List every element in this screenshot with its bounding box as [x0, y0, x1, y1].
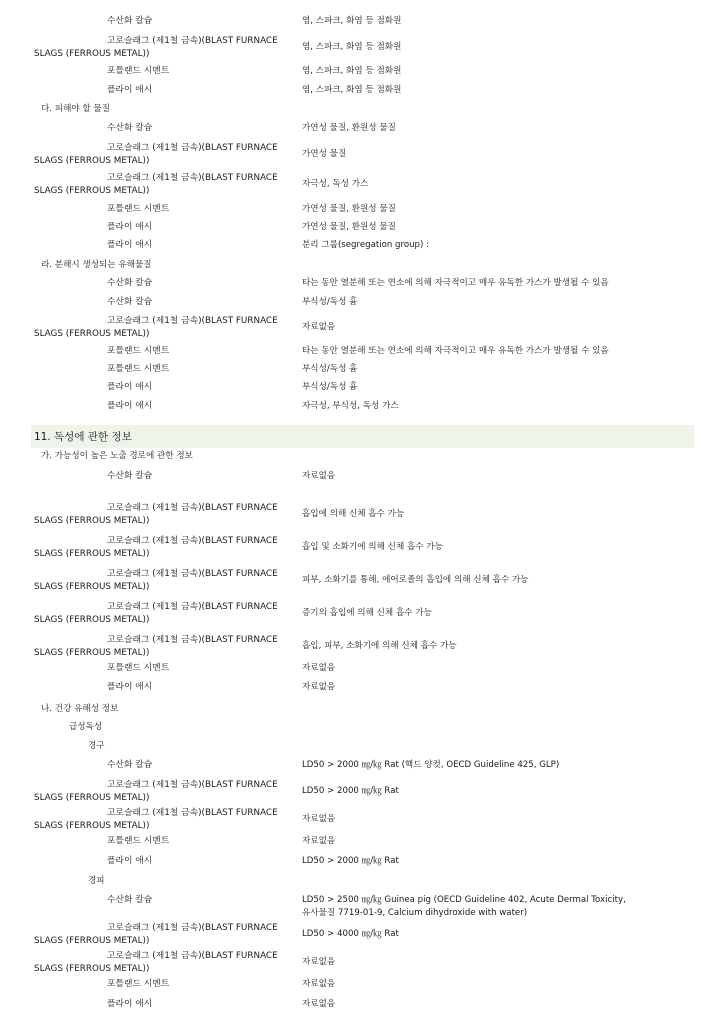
row-oral-2-substance-cont: SLAGS (FERROUS METAL)): [34, 821, 150, 831]
row-ra-0-value: 타는 동안 열분해 또는 연소에 의해 자극적이고 매우 유독한 가스가 발생될 수 있음: [302, 278, 609, 288]
row-da-1-substance: 고로슬래그 (제1철 금속)(BLAST FURNACE: [107, 143, 278, 153]
row-ga-6-value: 자료없음: [302, 663, 336, 673]
row-ra-5-value: 부식성/독성 흄: [302, 382, 358, 392]
row-ra-3-value: 타는 동안 열분해 또는 연소에 의해 자극적이고 매우 유독한 가스가 발생될 수 있음: [302, 346, 609, 356]
row-top-1-substance: 고로슬래그 (제1철 금속)(BLAST FURNACE: [107, 36, 278, 46]
row-oral-3-substance: 포틀랜드 시멘트: [107, 836, 170, 846]
row-dermal-0-substance: 수산화 칼슘: [107, 895, 153, 905]
row-dermal-3-value: 자료없음: [302, 979, 336, 989]
row-ra-2-substance-cont: SLAGS (FERROUS METAL)): [34, 329, 150, 339]
row-ra-4-substance: 포틀랜드 시멘트: [107, 364, 170, 374]
row-ga-6-substance: 포틀랜드 시멘트: [107, 663, 170, 673]
row-ga-3-value: 피부, 소화기를 통해, 에어로졸의 흡입에 의해 신체 흡수 가능: [302, 575, 529, 585]
row-oral-1-substance: 고로슬래그 (제1철 금속)(BLAST FURNACE: [107, 780, 278, 790]
row-oral-2-value: 자료없음: [302, 814, 336, 824]
row-ga-0-substance: 수산화 칼슘: [107, 471, 153, 481]
section-ra-label: 라. 분해시 생성되는 유해물질: [41, 260, 152, 270]
section-11-title: 11. 독성에 관한 정보: [34, 431, 132, 443]
row-ra-1-substance: 수산화 칼슘: [107, 297, 153, 307]
row-ga-4-substance-cont: SLAGS (FERROUS METAL)): [34, 615, 150, 625]
row-top-2-substance: 포틀랜드 시멘트: [107, 66, 170, 76]
row-ga-5-substance-cont: SLAGS (FERROUS METAL)): [34, 648, 150, 658]
row-da-4-substance: 플라이 애시: [107, 222, 153, 232]
row-ga-3-substance: 고로슬래그 (제1철 금속)(BLAST FURNACE: [107, 569, 278, 579]
row-oral-0-value: LD50 > 2000 ㎎/㎏ Rat (핵드 양컷, OECD Guideline 425, GLP): [302, 760, 560, 770]
row-da-0-value: 가연성 물질, 환원성 물질: [302, 123, 396, 133]
row-dermal-2-value: 자료없음: [302, 957, 336, 967]
row-oral-2-substance: 고로슬래그 (제1철 금속)(BLAST FURNACE: [107, 808, 278, 818]
section-na-label: 나. 건강 유해성 정보: [41, 704, 119, 714]
row-da-4-value: 가연성 물질, 환원성 물질: [302, 222, 396, 232]
row-ga-2-value: 흡입 및 소화기에 의해 신체 흡수 가능: [302, 542, 443, 552]
row-dermal-4-substance: 플라이 애시: [107, 999, 153, 1009]
row-top-0-value: 염, 스파크, 화염 등 점화원: [302, 16, 402, 26]
section-ga-label: 가. 가능성이 높은 노출 경로에 관한 정보: [41, 451, 193, 461]
row-dermal-1-value: LD50 > 4000 ㎎/㎏ Rat: [302, 929, 399, 939]
row-ga-7-value: 자료없음: [302, 682, 336, 692]
row-oral-4-value: LD50 > 2000 ㎎/㎏ Rat: [302, 856, 399, 866]
row-oral-3-value: 자료없음: [302, 836, 336, 846]
row-dermal-1-substance-cont: SLAGS (FERROUS METAL)): [34, 936, 150, 946]
dermal-label: 경피: [88, 876, 105, 886]
row-ra-6-value: 자극성, 부식성, 독성 가스: [302, 401, 399, 411]
row-da-3-value: 가연성 물질, 환원성 물질: [302, 204, 396, 214]
row-ra-0-substance: 수산화 칼슘: [107, 278, 153, 288]
row-top-3-substance: 플라이 애시: [107, 85, 153, 95]
oral-label: 경구: [88, 741, 105, 751]
row-top-1-value: 염, 스파크, 화염 등 점화원: [302, 42, 402, 52]
row-ra-6-substance: 플라이 애시: [107, 401, 153, 411]
row-ga-3-substance-cont: SLAGS (FERROUS METAL)): [34, 582, 150, 592]
row-da-2-value: 자극성, 독성 가스: [302, 179, 369, 189]
row-da-2-substance-cont: SLAGS (FERROUS METAL)): [34, 186, 150, 196]
row-ga-5-value: 흡입, 피부, 소화기에 의해 신체 흡수 가능: [302, 641, 457, 651]
row-top-3-value: 염, 스파크, 화염 등 점화원: [302, 85, 402, 95]
row-top-1-substance-cont: SLAGS (FERROUS METAL)): [34, 49, 150, 59]
row-dermal-1-substance: 고로슬래그 (제1철 금속)(BLAST FURNACE: [107, 923, 278, 933]
row-dermal-3-substance: 포틀랜드 시멘트: [107, 979, 170, 989]
row-da-5-substance: 플라이 애시: [107, 240, 153, 250]
row-ga-2-substance-cont: SLAGS (FERROUS METAL)): [34, 549, 150, 559]
row-dermal-0-value-cont: 유사물질 7719-01-9, Calcium dihydroxide with water): [302, 908, 528, 918]
row-da-3-substance: 포틀랜드 시멘트: [107, 204, 170, 214]
row-da-2-substance: 고로슬래그 (제1철 금속)(BLAST FURNACE: [107, 173, 278, 183]
row-ga-5-substance: 고로슬래그 (제1철 금속)(BLAST FURNACE: [107, 635, 278, 645]
section-da-label: 다. 피해야 할 물질: [41, 104, 111, 114]
row-ga-4-value: 증기의 흡입에 의해 신체 흡수 가능: [302, 608, 432, 618]
row-ga-1-substance: 고로슬래그 (제1철 금속)(BLAST FURNACE: [107, 503, 278, 513]
row-ga-4-substance: 고로슬래그 (제1철 금속)(BLAST FURNACE: [107, 602, 278, 612]
row-ra-5-substance: 플라이 애시: [107, 382, 153, 392]
row-top-0-substance: 수산화 칼슘: [107, 16, 153, 26]
row-top-2-value: 염, 스파크, 화염 등 점화원: [302, 66, 402, 76]
row-da-0-substance: 수산화 칼슘: [107, 123, 153, 133]
row-ga-2-substance: 고로슬래그 (제1철 금속)(BLAST FURNACE: [107, 536, 278, 546]
row-dermal-2-substance: 고로슬래그 (제1철 금속)(BLAST FURNACE: [107, 951, 278, 961]
row-ra-2-substance: 고로슬래그 (제1철 금속)(BLAST FURNACE: [107, 316, 278, 326]
row-ga-0-value: 자료없음: [302, 471, 336, 481]
row-oral-0-substance: 수산화 칼슘: [107, 760, 153, 770]
row-oral-1-substance-cont: SLAGS (FERROUS METAL)): [34, 793, 150, 803]
row-ra-3-substance: 포틀랜드 시멘트: [107, 346, 170, 356]
row-ra-1-value: 부식성/독성 흄: [302, 297, 358, 307]
row-da-5-value: 분리 그룹(segregation group) :: [302, 240, 429, 250]
row-ga-1-substance-cont: SLAGS (FERROUS METAL)): [34, 516, 150, 526]
row-dermal-2-substance-cont: SLAGS (FERROUS METAL)): [34, 964, 150, 974]
row-ra-4-value: 부식성/독성 흄: [302, 364, 358, 374]
row-oral-4-substance: 플라이 애시: [107, 856, 153, 866]
row-oral-1-value: LD50 > 2000 ㎎/㎏ Rat: [302, 786, 399, 796]
row-dermal-4-value: 자료없음: [302, 999, 336, 1009]
row-da-1-substance-cont: SLAGS (FERROUS METAL)): [34, 156, 150, 166]
row-ra-2-value: 자료없음: [302, 322, 336, 332]
row-ga-1-value: 흡입에 의해 신체 흡수 가능: [302, 509, 405, 519]
row-dermal-0-value: LD50 > 2500 ㎎/㎏ Guinea pig (OECD Guideline 402, Acute Dermal Toxicity,: [302, 895, 626, 905]
row-da-1-value: 가연성 물질: [302, 149, 347, 159]
acute-toxicity-label: 급성독성: [69, 722, 103, 732]
row-ga-7-substance: 플라이 애시: [107, 682, 153, 692]
